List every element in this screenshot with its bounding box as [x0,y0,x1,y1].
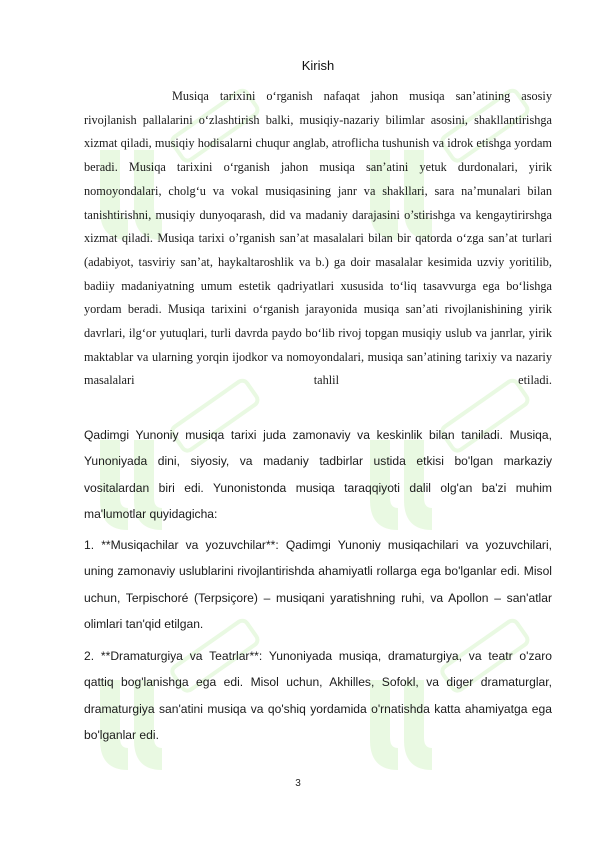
list-item-dramaturgy: 2. **Dramaturgiya va Teatrlar**: Yunoniyada musiqa, dramaturgiya, va teatr o'zaro qattiq bog'lanishga ega edi. Misol uchun, Akhilles, Sofokl, va diger dramaturglar, dramaturgiya san'atini musiqa va qo'shiq yordamida o'rnatishda katta ahamiyatga ega bo'lganlar edi. [84,649,552,742]
page-number: 3 [295,778,301,789]
intro-paragraph-text: Musiqa tarixini o‘rganish nafaqat jahon musiqa san’atining asosiy rivojlanish pallalarini o‘zlashtirish balki, musiqiy-nazariy bilimlar asosini, shakllantirishga xizmat qiladi, musiqiy hodisalarni chuqur anglab, atroflicha tushunish va idrok etishga yordam beradi. Musiqa tarixini o‘rganish jahon musiqa san’atini yetuk durdonalari, yirik nomoyondalari, cholg‘u va vokal musiqasining janr va shakllari, sara na’munalari bilan tanishtirishni, musiqiy dunyoqarash, did va madaniy darajasini o’stirishga va kengaytirirshga xizmat qiladi. Musiqa tarixi o’rganish san’at masalalari bilan bir qatorda o‘zga san’at turlari (adabiyot, tasviriy san’at, haykaltaroshlik va b.) ga doir masalalar kesimida uzviy yoritilib, badiiy madaniyatning umum estetik qadriyatlari xususida to‘liq tasavvurga ega bo‘lishga yordam beradi. Musiqa tarixini o‘rganish jarayonida musiqa san’ati rivojlanishining yirik davrlari, ilg‘or yutuqlari, turli davrda paydo bo‘lib rivoj topgan musiqiy uslub va janrlar, yirik maktablar va ularning yorqin ijodkor va nomoyondalari, musiqa san’atining tarixiy va nazariy masalalari tahlil etiladi. [84,89,552,388]
intro-paragraph [84,85,552,393]
history-paragraph: Qadimgi Yunoniy musiqa tarixi juda zamonaviy va keskinlik bilan taniladi. Musiqa, Yunoniyada dini, siyosiy, va madaniy tadbirlar ustida etkisi bo'lgan markaziy vositalardan biri edi. Yunonistonda musiqa taraqqiyoti dalil olg'an ba'zi muhim ma'lumotlar quyidagicha: [84,428,552,521]
list-item-musicians: 1. **Musiqachilar va yozuvchilar**: Qadimgi Yunoniy musiqachilari va yozuvchilari, uning zamonaviy uslublarini rivojlantirishda ahamiyatli rollarga ega bo'lganlar edi. Misol uchun, Terpischoré (Terpsiçore) – musiqani yaratishning ruhi, va Apollon – san'atlar olimlari tan'qid etilgan. [84,538,552,631]
page-title: Kirish [301,58,335,73]
